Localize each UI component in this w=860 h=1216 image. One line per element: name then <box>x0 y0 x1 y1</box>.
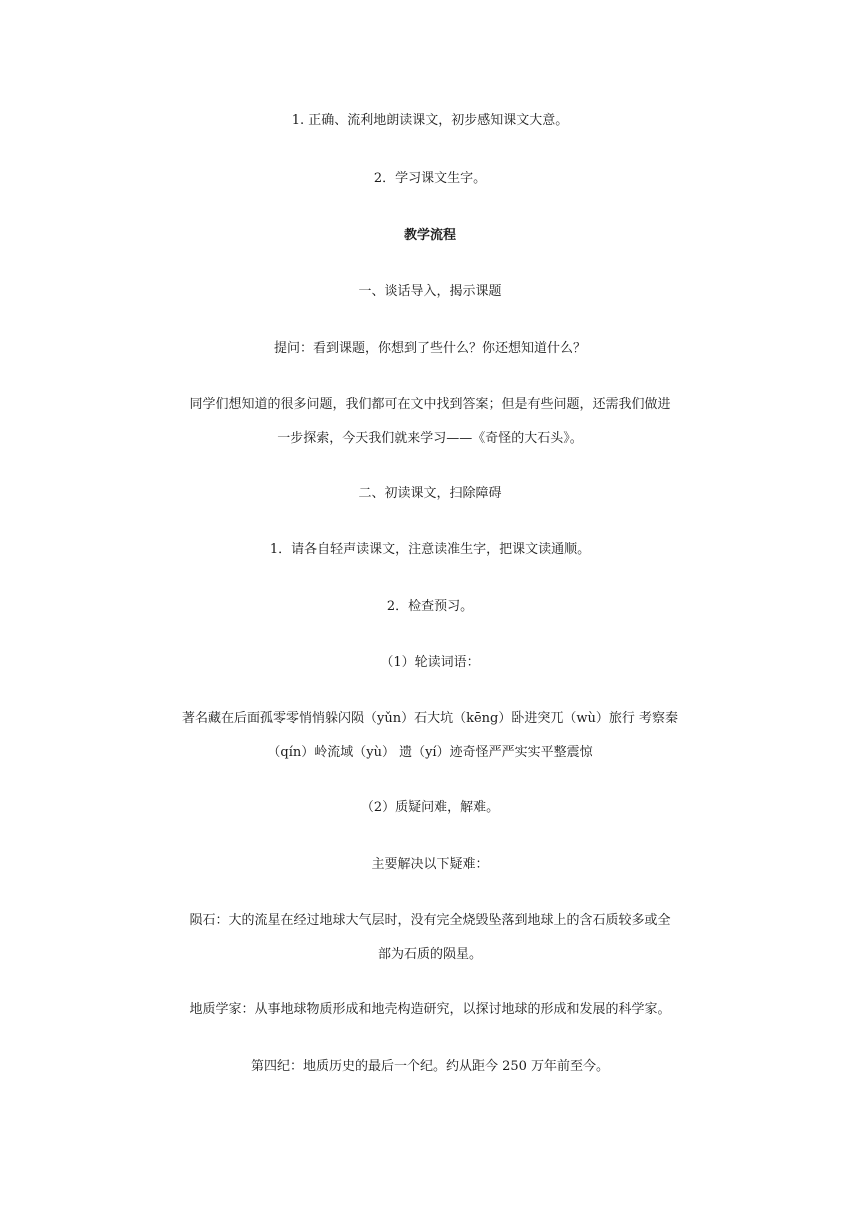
teaching-process-heading: 教学流程 <box>403 228 456 243</box>
intro-paragraph-line-2: 一步探索，今天我们就来学习——《奇怪的大石头》。 <box>277 431 583 446</box>
intro-paragraph-line-1: 同学们想知道的很多问题，我们都可在文中找到答案；但是有些问题，还需我们做进 <box>189 397 671 412</box>
meteorite-definition-line-2: 部为石质的陨星。 <box>377 947 482 962</box>
objective-2: 2．学习课文生字。 <box>373 171 487 186</box>
vocabulary-line-2: （qín）岭流域（yù） 遗（yí）迹奇怪严严实实平整震惊 <box>267 745 593 760</box>
question-paragraph: 提问：看到课题，你想到了些什么？你还想知道什么？ <box>273 341 586 356</box>
difficulties-title: 主要解决以下疑难： <box>371 857 489 872</box>
meteorite-definition-line-1: 陨石：大的流星在经过地球大气层时，没有完全烧毁坠落到地球上的含石质较多或全 <box>189 913 671 928</box>
section-1-title: 一、谈话导入，揭示课题 <box>358 284 502 299</box>
quaternary-definition: 第四纪：地质历史的最后一个纪。约从距今 250 万年前至今。 <box>250 1059 610 1074</box>
objective-1: 1. 正确、流利地朗读课文，初步感知课文大意。 <box>291 113 569 128</box>
section-2-title: 二、初读课文，扫除障碍 <box>358 486 502 501</box>
substep-1-title: （1）轮读词语： <box>380 655 480 670</box>
step-1-paragraph: 1．请各自轻声读课文，注意读准生字，把课文读通顺。 <box>269 542 591 557</box>
vocabulary-line-1: 著名藏在后面孤零零悄悄躲闪陨（yǔn）石大坑（kēng）卧进突兀（wù）旅行 考察秦 <box>182 711 678 726</box>
step-2-paragraph: 2．检查预习。 <box>386 599 474 614</box>
geologist-definition: 地质学家：从事地球物质形成和地壳构造研究，以探讨地球的形成和发展的科学家。 <box>189 1002 671 1017</box>
substep-2-title: （2）质疑问难，解难。 <box>360 800 500 815</box>
